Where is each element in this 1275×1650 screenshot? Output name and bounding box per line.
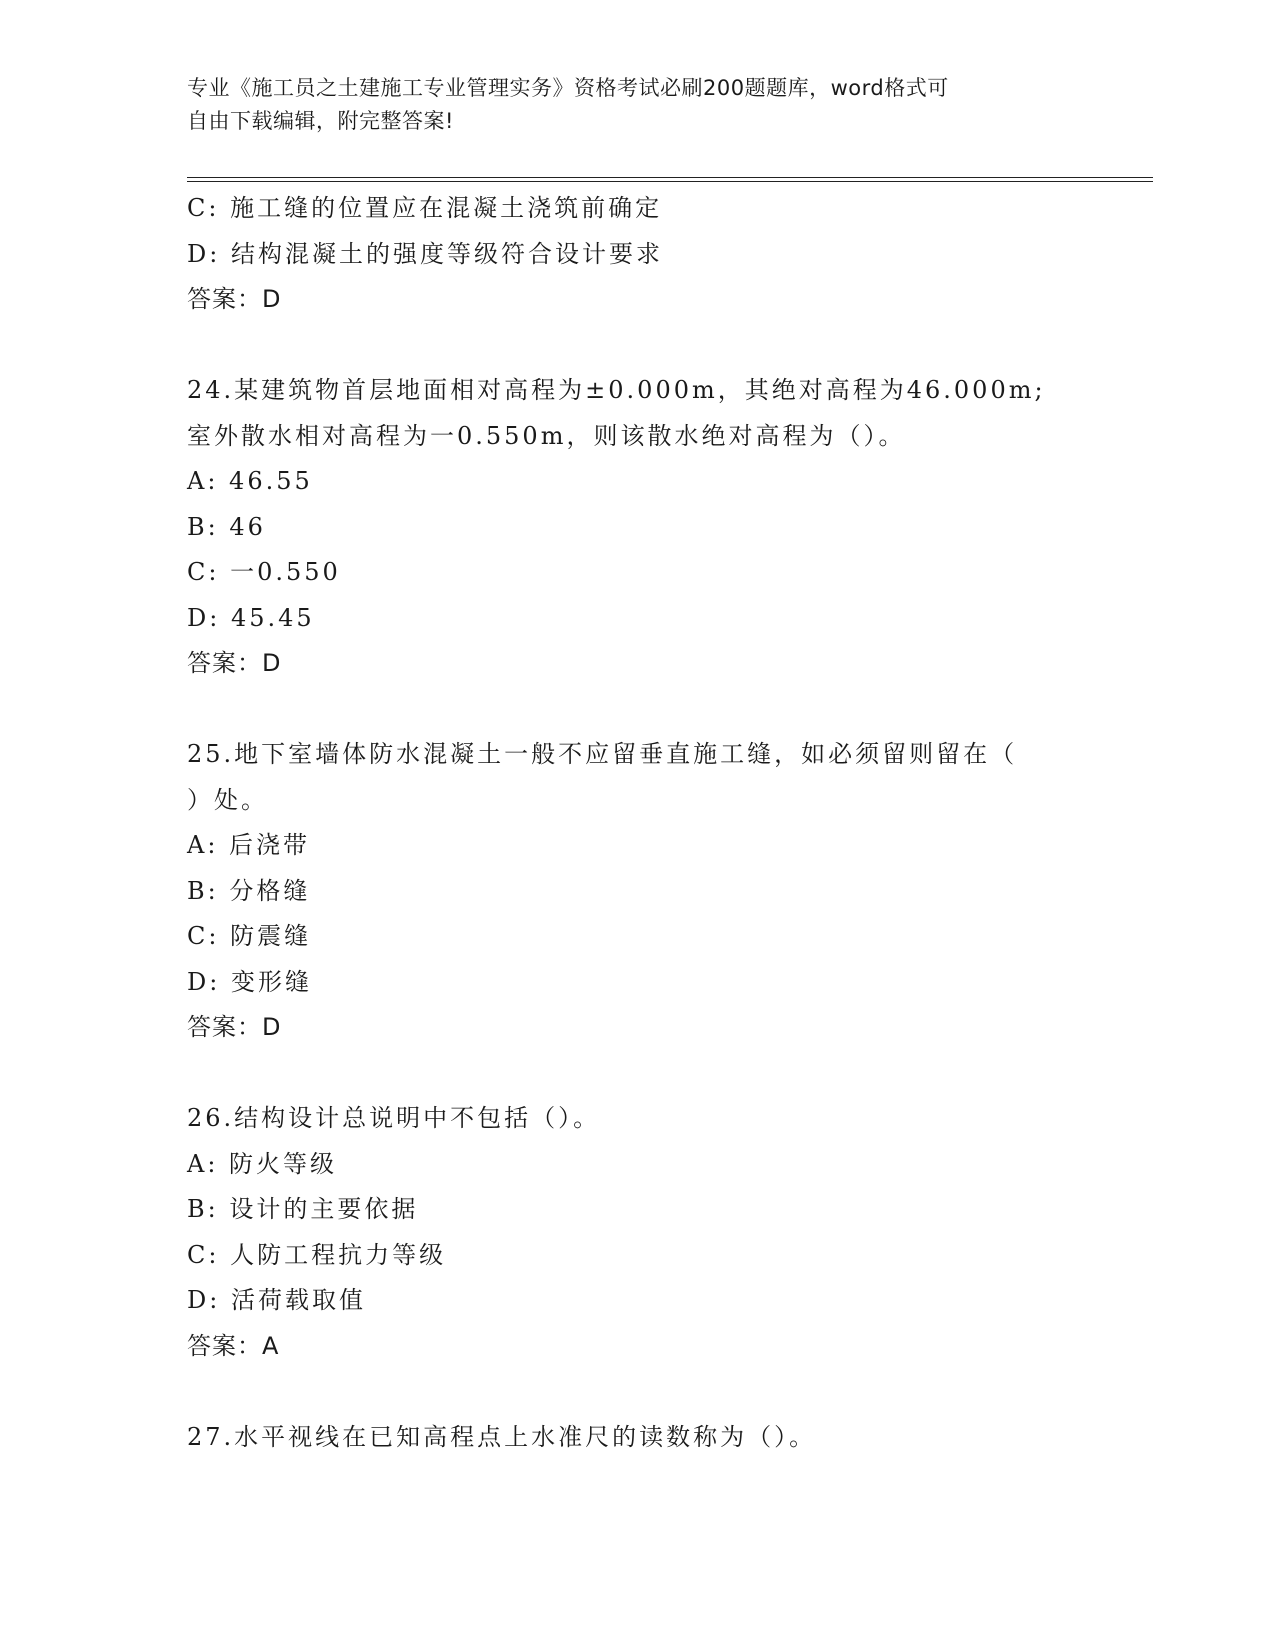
- option-a: A: 46.55: [187, 467, 313, 495]
- question-stem-continued: ）处。: [187, 785, 268, 814]
- option-d: D: 活荷载取值: [187, 1286, 366, 1314]
- option-c: C: 防震缝: [187, 922, 312, 950]
- answer: 答案：D: [187, 285, 282, 313]
- header-title-line-2: 自由下载编辑，附完整答案!: [187, 109, 454, 133]
- option-d: D: 45.45: [187, 603, 315, 632]
- page-header: [187, 72, 1067, 138]
- question-24: [187, 368, 1087, 687]
- answer: 答案：D: [187, 649, 282, 677]
- question-23-tail: [187, 186, 1087, 323]
- option-d: D: 结构混凝土的强度等级符合设计要求: [187, 239, 663, 268]
- spacer: [187, 1369, 1087, 1415]
- option-a: A: 后浇带: [187, 831, 311, 859]
- header-divider-top: [187, 177, 1153, 178]
- question-stem: 27.水平视线在已知高程点上水准尺的读数称为（）。: [187, 1422, 817, 1451]
- question-27: [187, 1415, 1087, 1461]
- header-title-line-1: 专业《施工员之土建施工专业管理实务》资格考试必刷200题题库，word格式可: [187, 76, 949, 100]
- question-stem: 26.结构设计总说明中不包括（）。: [187, 1104, 601, 1132]
- question-stem: 25.地下室墙体防水混凝土一般不应留垂直施工缝，如必须留则留在（: [187, 740, 1018, 768]
- answer: 答案：D: [187, 1013, 282, 1041]
- question-25: [187, 732, 1087, 1051]
- question-stem-continued: 室外散水相对高程为一0.550m，则该散水绝对高程为（）。: [187, 421, 906, 450]
- option-b: B: 分格缝: [187, 876, 311, 905]
- spacer: [187, 687, 1087, 733]
- answer: 答案：A: [187, 1331, 280, 1360]
- option-b: B: 46: [187, 512, 266, 541]
- option-c: C: 人防工程抗力等级: [187, 1240, 447, 1269]
- question-stem: 24.某建筑物首层地面相对高程为±0.000m，其绝对高程为46.000m;: [187, 376, 1046, 404]
- spacer: [187, 1051, 1087, 1097]
- option-a: A: 防火等级: [187, 1149, 338, 1178]
- option-c: C: 一0.550: [187, 558, 341, 586]
- header-divider-bottom: [187, 181, 1153, 182]
- question-list: [187, 186, 1087, 1460]
- option-c: C: 施工缝的位置应在混凝土浇筑前确定: [187, 194, 663, 222]
- question-26: [187, 1096, 1087, 1369]
- option-b: B: 设计的主要依据: [187, 1195, 419, 1223]
- option-d: D: 变形缝: [187, 967, 312, 996]
- spacer: [187, 323, 1087, 369]
